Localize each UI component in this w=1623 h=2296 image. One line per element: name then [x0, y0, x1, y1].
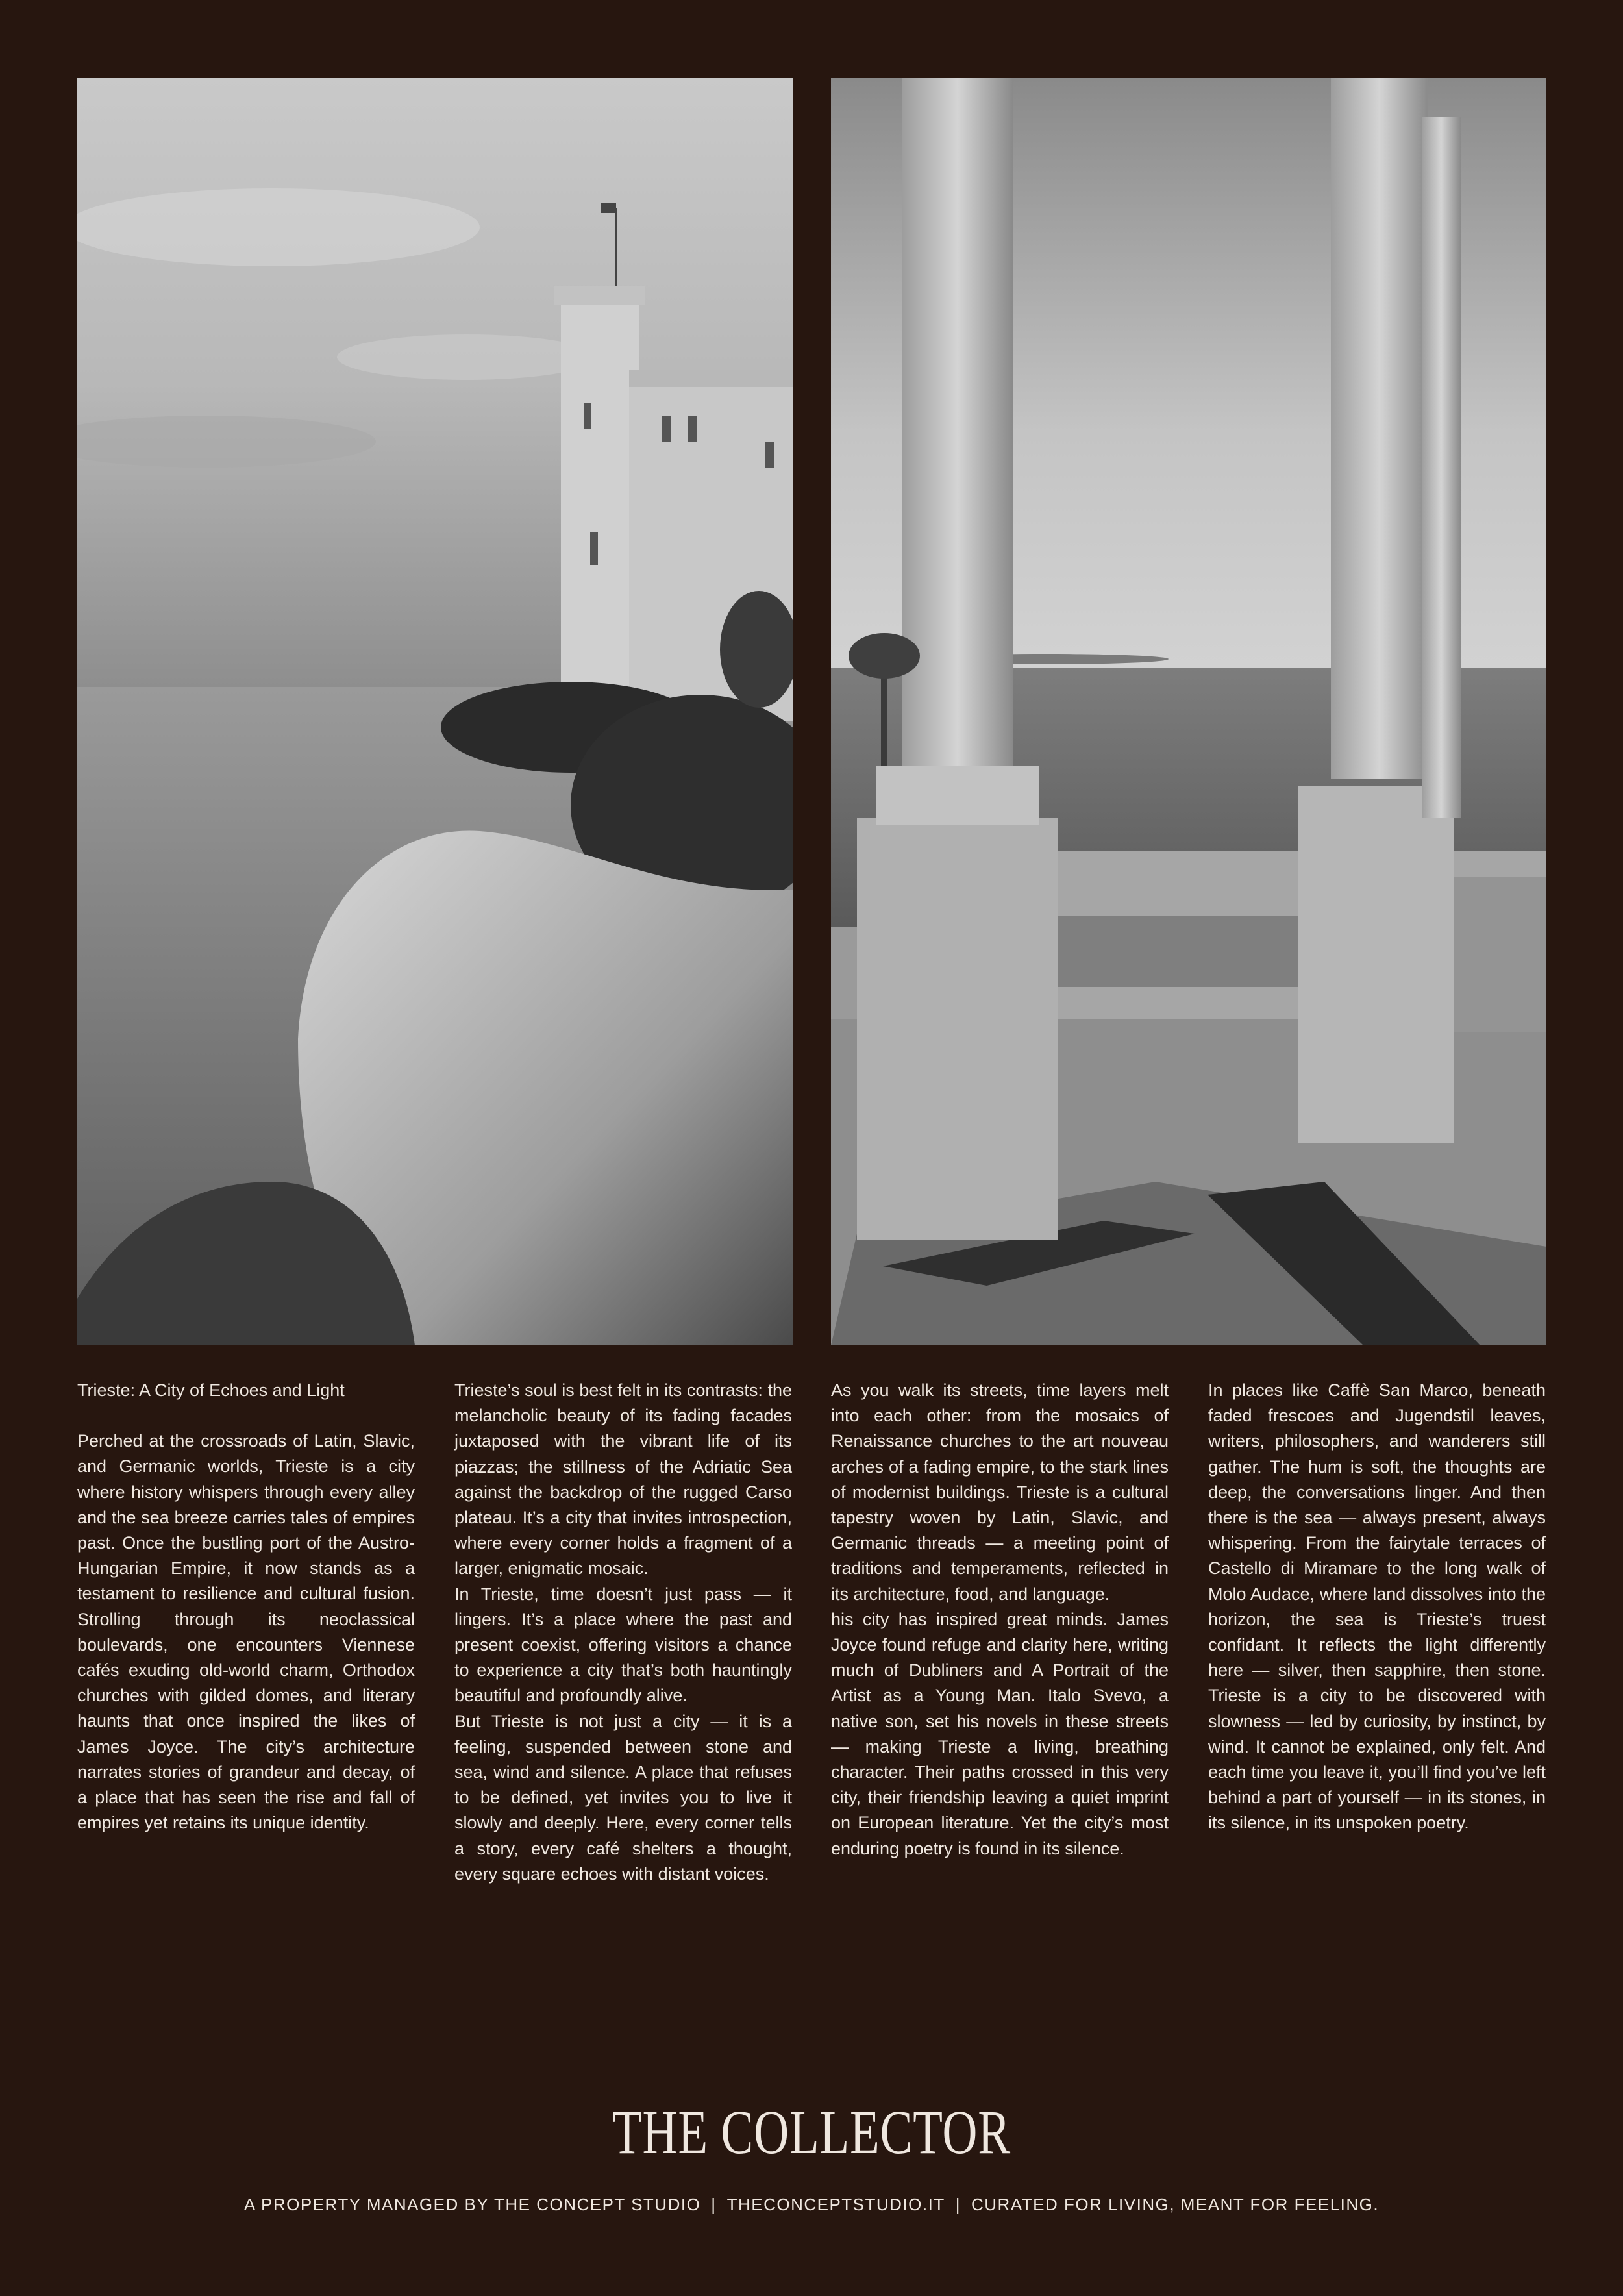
article-column-4: [1208, 1378, 1546, 1836]
footer-tagline: [0, 2195, 1623, 2215]
paragraph: Perched at the crossroads of Latin, Slavic, and Germanic worlds, Trieste is a city where history whispers through every alley and the sea breeze carries tales of empires past. Once the bustling port of the Austro-Hungarian Empire, it now stands as a testament to resilience and cultural fusion. Strolling through its neoclassical boulevards, one encounters Viennese cafés exuding old-world charm, Orthodox churches with gilded domes, and literary haunts that once inspired the likes of James Joyce. The city’s architecture narrates stories of grandeur and decay, of a place that has seen the rise and fall of empires yet retains its unique identity.: [77, 1431, 415, 1833]
paragraph: his city has inspired great minds. James Joyce found refuge and clarity here, writing much of Dubliners and A Portrait of the Artist as a Young Man. Italo Svevo, a native son, set his novels in these streets — making Trieste a living, breathing character. Their paths crossed in this very city, their friendship leaving a quiet imprint on European literature. Yet the city’s most enduring poetry is found in its silence.: [831, 1609, 1169, 1858]
article-column-1: [77, 1378, 415, 1836]
footer-slogan: CURATED FOR LIVING, MEANT FOR FEELING.: [971, 2195, 1380, 2214]
footer-website[interactable]: THECONCEPTSTUDIO.IT: [726, 2195, 945, 2214]
paragraph: Trieste’s soul is best felt in its contrasts: the melancholic beauty of its fading facades juxtaposed with the vibrant life of its piazzas; the stillness of the Adriatic Sea against the backdrop of the rugged Carso plateau. It’s a city that invites introspection, where every corner holds a fragment of a larger, enigmatic mosaic.: [454, 1380, 792, 1578]
footer-separator: |: [711, 2195, 717, 2214]
castle-on-cliff-icon: [77, 78, 793, 1345]
footer-separator: |: [955, 2195, 961, 2214]
terrace-photo: [831, 78, 1546, 1345]
article-column-3: [831, 1378, 1169, 1862]
paragraph: In places like Caffè San Marco, beneath faded frescoes and Jugendstil leaves, writers, philosophers, and wanderers still gather. The hum is soft, the thoughts are deep, the conversations linger. And then there is the sea — always present, always whispering. From the fairytale terraces of Castello di Miramare to the long walk of Molo Audace, where land dissolves into the horizon, the sea is Trieste’s truest confidant. It reflects the light differently here — silver, then sapphire, then stone. Trieste is a city to be discovered with slowness — led by curiosity, by instinct, by wind. It cannot be explained, only felt. And each time you leave it, you’ll find you’ve left behind a part of yourself — in its stones, in its silence, in its unspoken poetry.: [1208, 1380, 1546, 1833]
colonnade-terrace-icon: [831, 78, 1546, 1345]
paragraph: But Trieste is not just a city — it is a feeling, suspended between stone and sea, wind and silence. A place that refuses to be defined, yet invites you to live it slowly and deeply. Here, every corner tells a story, every café shelters a thought, every square echoes with distant voices.: [454, 1711, 792, 1884]
footer-property: A PROPERTY MANAGED BY THE CONCEPT STUDIO: [243, 2195, 701, 2214]
paragraph: In Trieste, time doesn’t just pass — it lingers. It’s a place where the past and present coexist, offering visitors a chance to experience a city that’s both hauntingly beautiful and profoundly alive.: [454, 1584, 792, 1706]
paragraph: As you walk its streets, time layers melt into each other: from the mosaics of Renaissance churches to the art nouveau arches of a fading empire, to the stark lines of modernist buildings. Trieste is a cultural tapestry woven by Latin, Slavic, and Germanic threads — a meeting point of traditions and temperaments, reflected in its architecture, food, and language.: [831, 1380, 1169, 1604]
brand-logo: THE COLLECTOR: [612, 2097, 1011, 2167]
article-title: Trieste: A City of Echoes and Light: [77, 1380, 345, 1400]
article-column-2: [454, 1378, 792, 1887]
castle-photo: [77, 78, 793, 1345]
